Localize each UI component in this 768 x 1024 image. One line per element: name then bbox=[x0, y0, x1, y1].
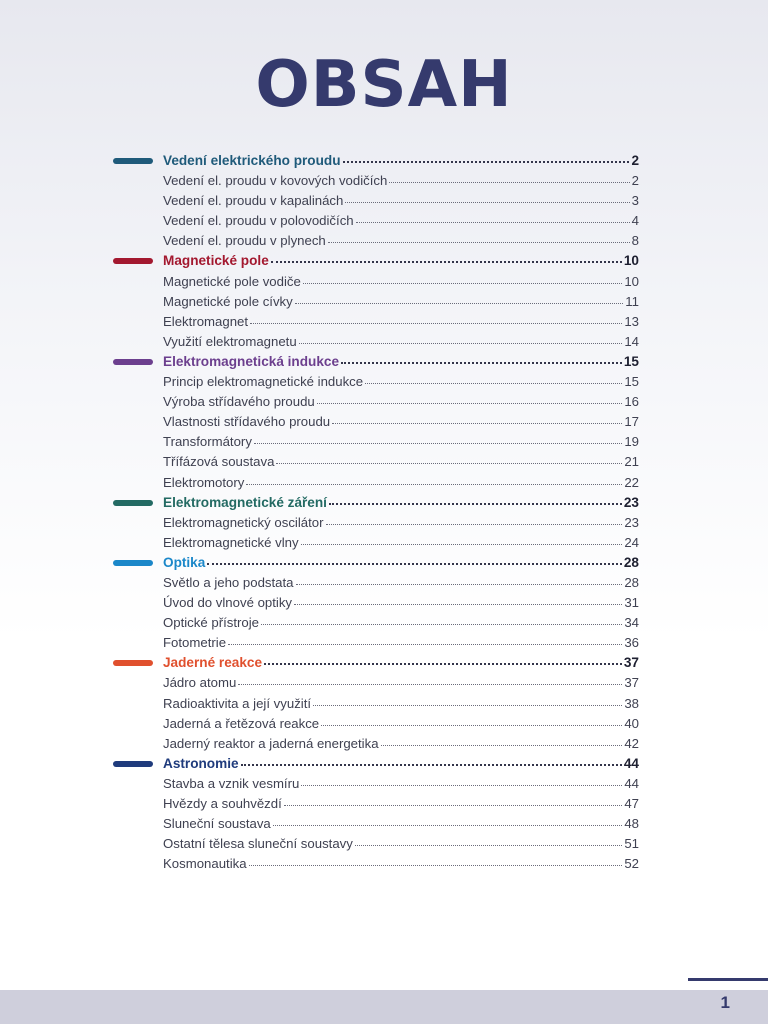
page-ref: 28 bbox=[623, 554, 639, 570]
dot-leader bbox=[264, 663, 622, 665]
page-ref: 24 bbox=[624, 534, 639, 550]
toc-chapter[interactable] bbox=[0, 553, 768, 573]
dot-leader bbox=[241, 764, 622, 766]
chapter-title: Elektromagnetická indukce bbox=[163, 353, 340, 369]
page-ref: 10 bbox=[623, 253, 639, 269]
toc-entry[interactable] bbox=[0, 292, 768, 312]
toc-entry[interactable] bbox=[0, 312, 768, 332]
section-title: Světlo a jeho podstata bbox=[163, 574, 294, 590]
section-title: Elektromagnetický oscilátor bbox=[163, 514, 324, 530]
dot-leader bbox=[356, 222, 630, 223]
toc-chapter[interactable] bbox=[0, 653, 768, 673]
section-link[interactable] bbox=[163, 593, 639, 613]
section-link[interactable] bbox=[163, 613, 639, 633]
section-link[interactable] bbox=[163, 452, 639, 472]
page-ref: 3 bbox=[631, 193, 639, 209]
toc-entry[interactable] bbox=[0, 633, 768, 653]
toc-entry[interactable] bbox=[0, 272, 768, 292]
dot-leader bbox=[345, 202, 629, 203]
toc-chapter[interactable] bbox=[0, 493, 768, 513]
dot-leader bbox=[249, 865, 623, 866]
section-title: Vlastnosti střídavého proudu bbox=[163, 414, 331, 430]
toc-entry[interactable] bbox=[0, 392, 768, 412]
section-title: Hvězdy a souhvězdí bbox=[163, 796, 282, 811]
dot-leader bbox=[246, 484, 622, 485]
section-link[interactable] bbox=[163, 513, 639, 533]
dot-leader bbox=[296, 584, 623, 585]
page-ref: 16 bbox=[624, 394, 639, 410]
section-title: Magnetické pole vodiče bbox=[163, 273, 301, 289]
page-ref: 4 bbox=[631, 213, 639, 229]
section-link[interactable] bbox=[163, 392, 639, 412]
section-title: Vedení el. proudu v kovových vodičích bbox=[163, 173, 388, 189]
page-ref: 23 bbox=[623, 494, 639, 510]
page-ref: 40 bbox=[624, 715, 639, 731]
dot-leader bbox=[238, 684, 622, 685]
dot-leader bbox=[341, 362, 622, 364]
page-ref: 52 bbox=[624, 856, 639, 872]
section-title: Vedení el. proudu v polovodičích bbox=[163, 213, 354, 229]
chapter-link[interactable] bbox=[163, 653, 639, 673]
dot-leader bbox=[299, 343, 623, 344]
page-ref: 34 bbox=[624, 615, 639, 631]
section-link[interactable] bbox=[163, 231, 639, 251]
section-link[interactable] bbox=[163, 774, 639, 794]
dot-leader bbox=[332, 423, 622, 424]
page-number: 1 bbox=[720, 993, 730, 1012]
toc-entry[interactable] bbox=[0, 473, 768, 493]
chapter-marker bbox=[113, 258, 153, 264]
chapter-link[interactable] bbox=[163, 251, 639, 271]
toc-entry[interactable] bbox=[0, 573, 768, 593]
page-ref: 14 bbox=[624, 333, 639, 349]
section-link[interactable] bbox=[163, 834, 639, 854]
section-title: Optické přístroje bbox=[163, 615, 260, 631]
section-link[interactable] bbox=[163, 734, 639, 754]
chapter-link[interactable] bbox=[163, 493, 639, 513]
section-title: Vedení el. proudu v plynech bbox=[163, 233, 326, 249]
section-title: Stavba a vznik vesmíru bbox=[163, 775, 300, 791]
page-ref: 37 bbox=[624, 675, 639, 691]
page-ref: 36 bbox=[624, 635, 639, 651]
section-link[interactable] bbox=[163, 412, 639, 432]
dot-leader bbox=[301, 544, 623, 545]
chapter-title: Optika bbox=[163, 554, 206, 570]
page-ref: 17 bbox=[624, 414, 639, 430]
dot-leader bbox=[317, 403, 623, 404]
footer-divider bbox=[688, 978, 768, 981]
section-link[interactable] bbox=[163, 633, 639, 653]
chapter-marker bbox=[113, 500, 153, 506]
page-title: OBSAH bbox=[255, 48, 513, 122]
toc-entry[interactable] bbox=[0, 854, 768, 874]
chapter-title: Astronomie bbox=[163, 755, 239, 771]
toc-entry[interactable] bbox=[0, 432, 768, 452]
chapter-link[interactable] bbox=[163, 553, 639, 573]
section-link[interactable] bbox=[163, 573, 639, 593]
toc-entry[interactable] bbox=[0, 593, 768, 613]
page-ref: 15 bbox=[624, 374, 639, 390]
page-ref: 42 bbox=[624, 735, 639, 751]
page-ref: 2 bbox=[631, 153, 639, 168]
section-link[interactable] bbox=[163, 694, 639, 714]
dot-leader bbox=[381, 745, 623, 746]
section-link[interactable] bbox=[163, 533, 639, 553]
dot-leader bbox=[303, 283, 623, 284]
dot-leader bbox=[228, 644, 622, 645]
section-title: Třífázová soustava bbox=[163, 454, 275, 470]
toc-entry[interactable] bbox=[0, 774, 768, 794]
toc-entry[interactable] bbox=[0, 694, 768, 714]
page-ref: 15 bbox=[623, 353, 639, 369]
chapter-title: Magnetické pole bbox=[163, 253, 269, 269]
page-ref: 28 bbox=[624, 574, 639, 590]
section-title: Jádro atomu bbox=[163, 675, 237, 691]
page-ref: 21 bbox=[624, 454, 639, 470]
page-ref: 11 bbox=[625, 293, 639, 309]
toc-chapter[interactable] bbox=[0, 754, 768, 774]
section-link[interactable] bbox=[163, 473, 639, 493]
dot-leader bbox=[250, 323, 622, 324]
chapter-link[interactable] bbox=[163, 151, 639, 171]
page-ref: 38 bbox=[624, 695, 639, 711]
toc-entry[interactable] bbox=[0, 231, 768, 251]
section-link[interactable] bbox=[163, 673, 639, 693]
table-of-contents bbox=[0, 151, 768, 874]
toc-entry[interactable] bbox=[0, 372, 768, 392]
page-ref: 10 bbox=[624, 273, 639, 289]
chapter-marker bbox=[113, 660, 153, 666]
section-title: Transformátory bbox=[163, 434, 252, 450]
page-ref: 44 bbox=[623, 755, 639, 771]
dot-leader bbox=[355, 845, 622, 846]
chapter-marker bbox=[113, 359, 153, 365]
page-ref: 22 bbox=[624, 474, 639, 490]
section-link[interactable] bbox=[163, 171, 639, 191]
section-link[interactable] bbox=[163, 312, 639, 332]
chapter-title: Elektromagnetické záření bbox=[163, 494, 327, 510]
chapter-title: Vedení elektrického proudu bbox=[163, 153, 341, 168]
section-link[interactable] bbox=[163, 272, 639, 292]
section-title: Jaderná a řetězová reakce bbox=[163, 715, 320, 731]
section-link[interactable] bbox=[163, 292, 639, 312]
section-title: Sluneční soustava bbox=[163, 816, 271, 832]
section-link[interactable] bbox=[163, 814, 639, 834]
page-ref: 51 bbox=[624, 836, 639, 852]
toc-entry[interactable] bbox=[0, 673, 768, 693]
toc-entry[interactable] bbox=[0, 714, 768, 734]
section-title: Ostatní tělesa sluneční soustavy bbox=[163, 836, 353, 852]
section-link[interactable] bbox=[163, 794, 639, 814]
section-link[interactable] bbox=[163, 854, 639, 874]
chapter-link[interactable] bbox=[163, 352, 639, 372]
toc-entry[interactable] bbox=[0, 794, 768, 814]
section-title: Radioaktivita a její využití bbox=[163, 695, 312, 711]
page-ref: 19 bbox=[624, 434, 639, 450]
page-ref: 31 bbox=[624, 595, 639, 611]
section-link[interactable] bbox=[163, 372, 639, 392]
section-title: Fotometrie bbox=[163, 635, 227, 651]
dot-leader bbox=[329, 503, 622, 505]
toc-entry[interactable] bbox=[0, 533, 768, 553]
dot-leader bbox=[276, 463, 622, 464]
section-link[interactable] bbox=[163, 332, 639, 352]
dot-leader bbox=[261, 624, 622, 625]
page-ref: 13 bbox=[624, 313, 639, 329]
page-ref: 8 bbox=[631, 233, 639, 249]
toc-chapter[interactable] bbox=[0, 151, 768, 171]
section-link[interactable] bbox=[163, 714, 639, 734]
page-ref: 2 bbox=[631, 173, 639, 189]
dot-leader bbox=[284, 805, 623, 806]
section-link[interactable] bbox=[163, 211, 639, 231]
dot-leader bbox=[207, 563, 622, 565]
section-title: Jaderný reaktor a jaderná energetika bbox=[163, 735, 379, 751]
section-title: Princip elektromagnetické indukce bbox=[163, 374, 364, 390]
section-title: Elektromagnetické vlny bbox=[163, 534, 299, 550]
chapter-marker bbox=[113, 560, 153, 566]
toc-chapter[interactable] bbox=[0, 251, 768, 271]
dot-leader bbox=[326, 524, 623, 525]
section-title: Magnetické pole cívky bbox=[163, 293, 293, 309]
dot-leader bbox=[271, 261, 622, 263]
toc-entry[interactable] bbox=[0, 613, 768, 633]
page-ref: 48 bbox=[624, 816, 639, 832]
dot-leader bbox=[343, 161, 630, 163]
toc-entry[interactable] bbox=[0, 211, 768, 231]
dot-leader bbox=[365, 383, 622, 384]
section-title: Kosmonautika bbox=[163, 856, 247, 872]
section-title: Elektromagnet bbox=[163, 313, 249, 329]
dot-leader bbox=[254, 443, 622, 444]
toc-entry[interactable] bbox=[0, 814, 768, 834]
footer-band bbox=[0, 990, 768, 1024]
dot-leader bbox=[301, 785, 622, 786]
toc-entry[interactable] bbox=[0, 452, 768, 472]
dot-leader bbox=[389, 182, 629, 183]
toc-entry[interactable] bbox=[0, 834, 768, 854]
chapter-marker bbox=[113, 158, 153, 164]
toc-entry[interactable] bbox=[0, 412, 768, 432]
section-title: Využití elektromagnetu bbox=[163, 333, 297, 349]
dot-leader bbox=[328, 242, 630, 243]
page-ref: 23 bbox=[624, 514, 639, 530]
page-ref: 47 bbox=[624, 796, 639, 811]
toc-entry[interactable] bbox=[0, 191, 768, 211]
toc-entry[interactable] bbox=[0, 513, 768, 533]
section-title: Úvod do vlnové optiky bbox=[163, 595, 293, 611]
toc-chapter[interactable] bbox=[0, 352, 768, 372]
section-link[interactable] bbox=[163, 191, 639, 211]
toc-entry[interactable] bbox=[0, 332, 768, 352]
dot-leader bbox=[295, 303, 624, 304]
chapter-title: Jaderné reakce bbox=[163, 655, 263, 671]
dot-leader bbox=[313, 705, 622, 706]
toc-entry[interactable] bbox=[0, 171, 768, 191]
page-ref: 44 bbox=[624, 775, 639, 791]
section-title: Výroba střídavého proudu bbox=[163, 394, 315, 410]
page-ref: 37 bbox=[623, 655, 639, 671]
toc-entry[interactable] bbox=[0, 734, 768, 754]
dot-leader bbox=[321, 725, 622, 726]
chapter-marker bbox=[113, 761, 153, 767]
chapter-link[interactable] bbox=[163, 754, 639, 774]
dot-leader bbox=[273, 825, 623, 826]
section-title: Elektromotory bbox=[163, 474, 245, 490]
section-link[interactable] bbox=[163, 432, 639, 452]
section-title: Vedení el. proudu v kapalinách bbox=[163, 193, 344, 209]
dot-leader bbox=[294, 604, 622, 605]
